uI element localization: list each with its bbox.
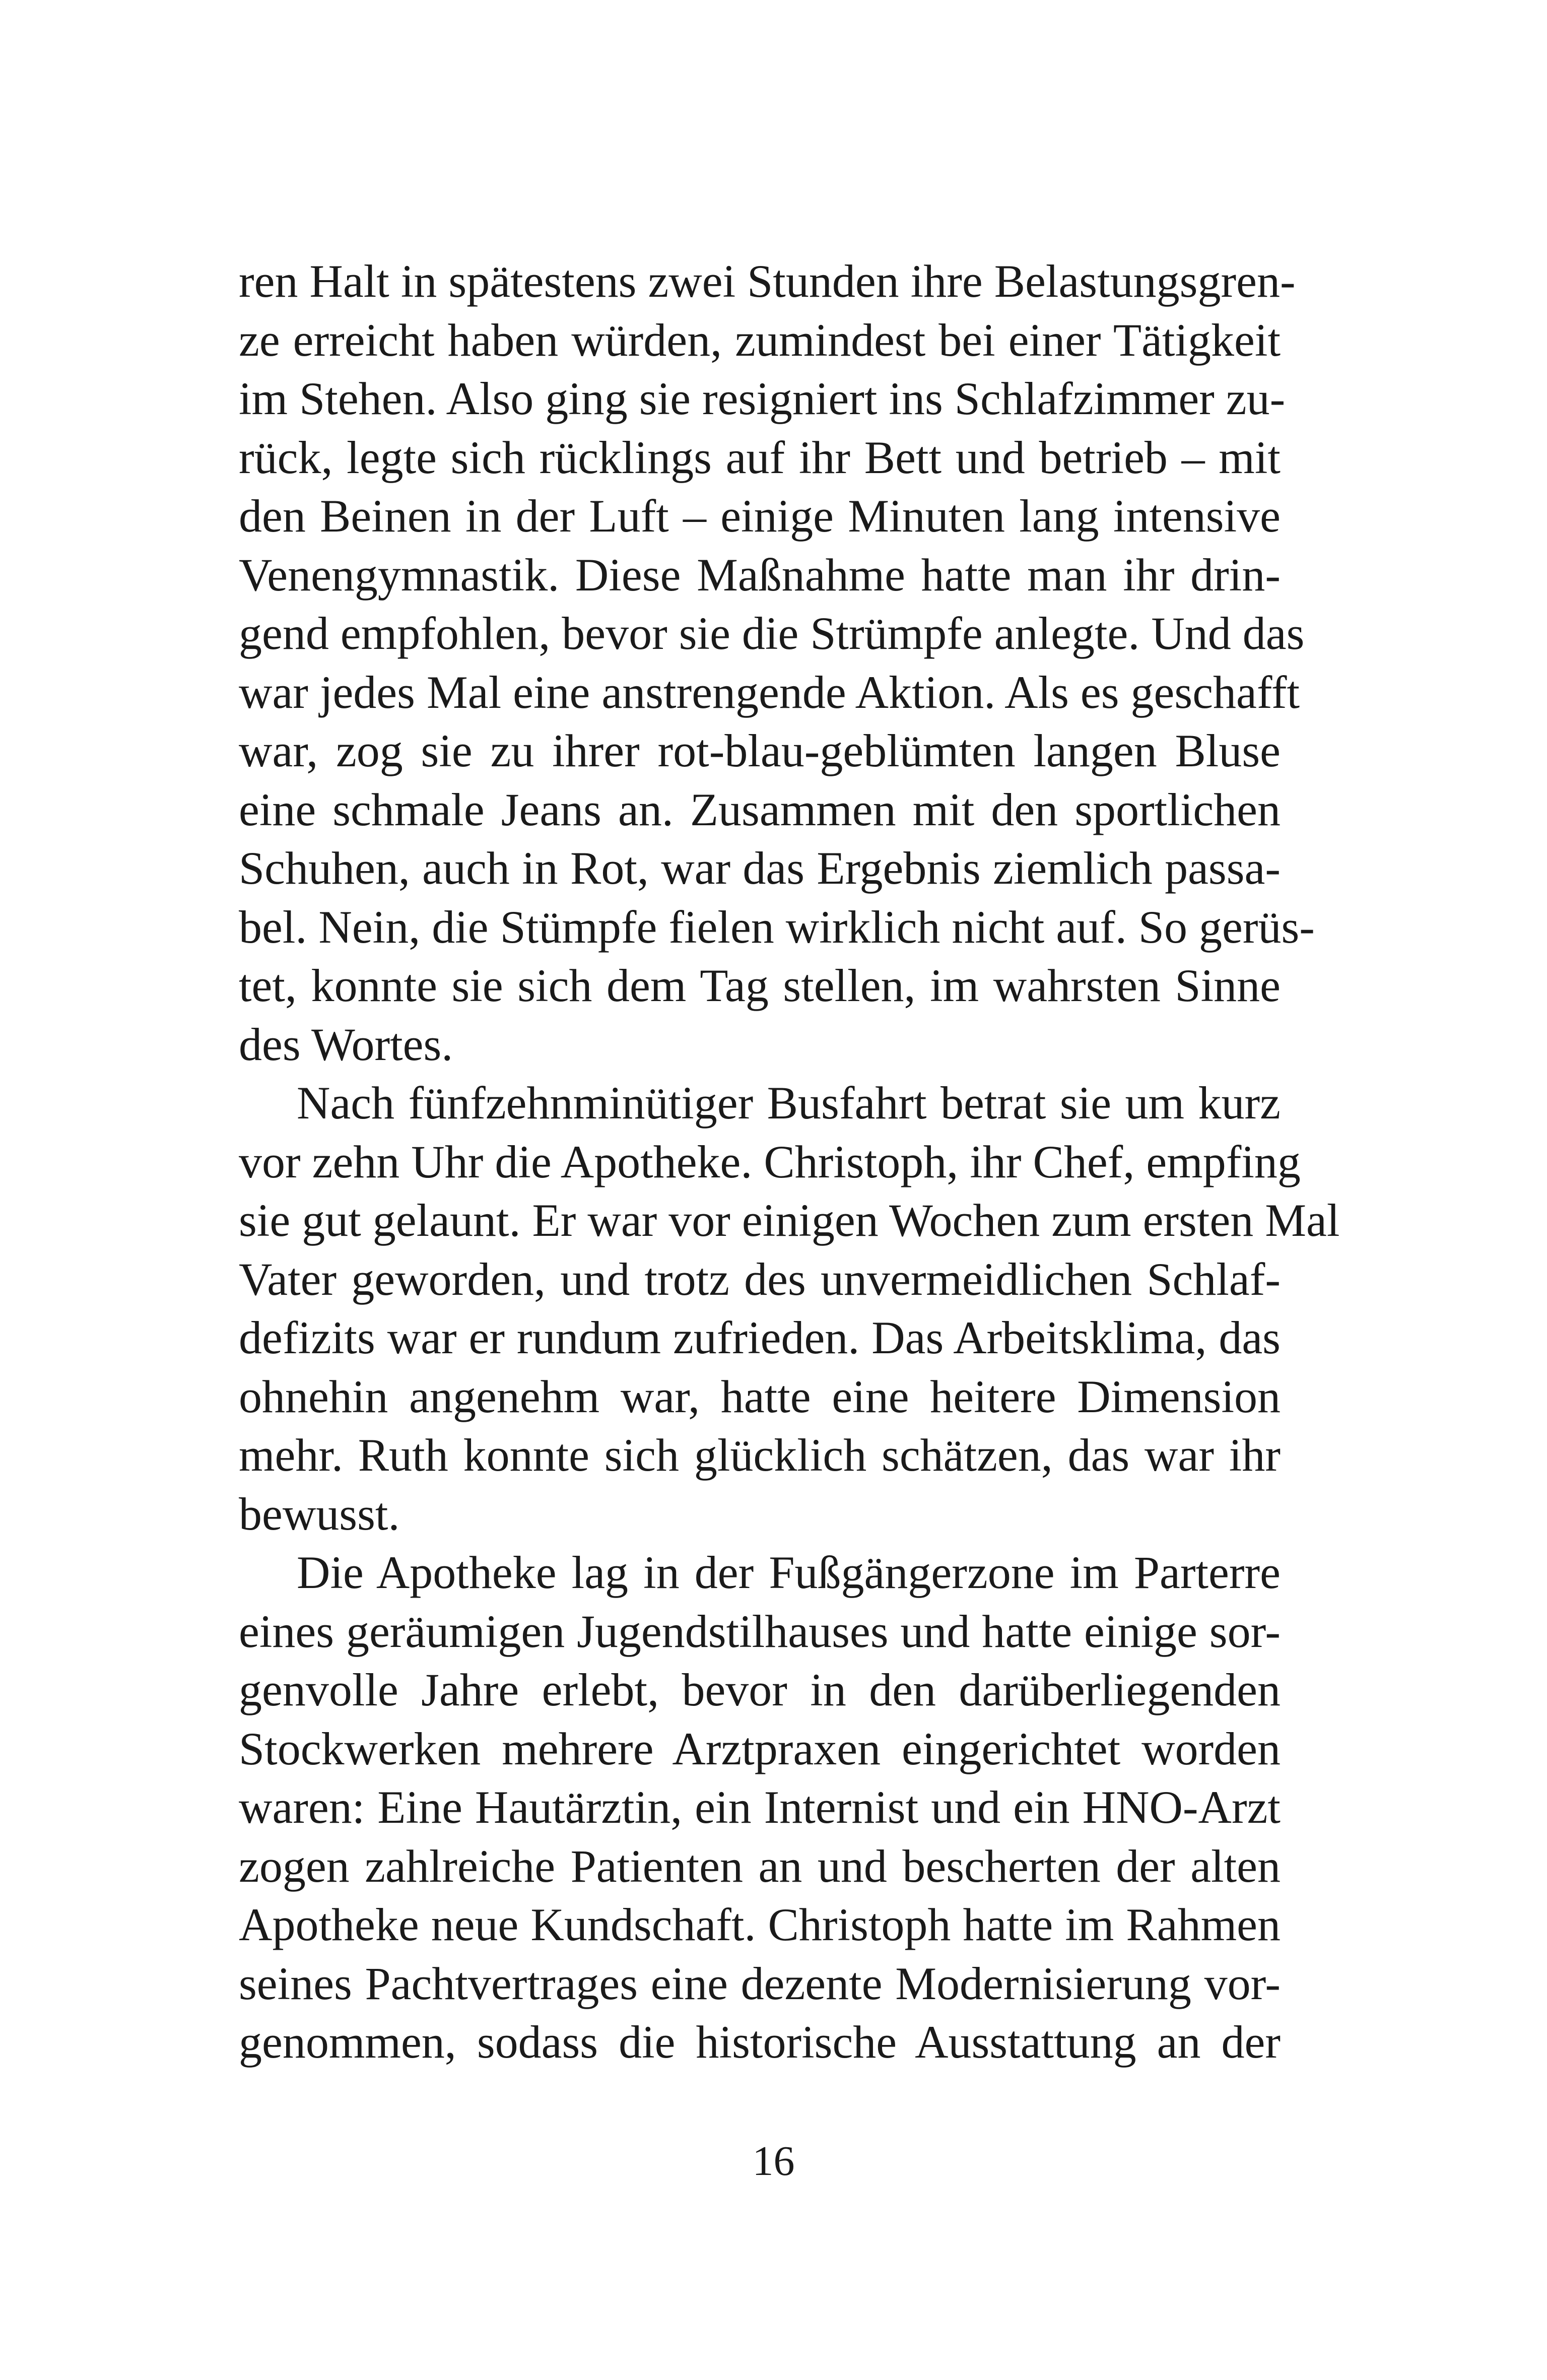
text-line: seines Pachtvertrages eine dezente Modernisierung vor-	[239, 1957, 1281, 2009]
text-line: eines geräumigen Jugendstilhauses und hatte einige sor-	[239, 1605, 1281, 1657]
text-line: Apotheke neue Kundschaft. Christoph hatte im Rahmen	[239, 1899, 1281, 1950]
text-line: den Beinen in der Luft – einige Minuten lang intensive	[239, 490, 1281, 542]
text-line: genommen, sodass die historische Ausstattung an der	[239, 2016, 1281, 2068]
page-number: 16	[752, 2138, 795, 2185]
text-line: Nach fünfzehnminütiger Busfahrt betrat sie um kurz	[297, 1077, 1281, 1129]
body-text	[239, 252, 1340, 2072]
text-line: war jedes Mal eine anstrengende Aktion. Als es geschafft	[239, 666, 1300, 718]
text-line: vor zehn Uhr die Apotheke. Christoph, ihr Chef, empfing	[239, 1136, 1301, 1187]
text-line: defizits war er rundum zufrieden. Das Arbeitsklima, das	[239, 1312, 1281, 1363]
text-line: zogen zahlreiche Patienten an und bescherten der alten	[239, 1840, 1281, 1892]
text-line: Venengymnastik. Diese Maßnahme hatte man ihr drin-	[239, 549, 1281, 601]
text-line: eine schmale Jeans an. Zusammen mit den sportlichen	[239, 783, 1281, 835]
text-line: des Wortes.	[239, 1018, 453, 1070]
text-line: ze erreicht haben würden, zumindest bei einer Tätigkeit	[239, 314, 1281, 366]
text-line: rück, legte sich rücklings auf ihr Bett und betrieb – mit	[239, 431, 1281, 483]
text-line: waren: Eine Hautärztin, ein Internist und ein HNO-Arzt	[239, 1781, 1281, 1833]
text-line: mehr. Ruth konnte sich glücklich schätzen, das war ihr	[239, 1429, 1281, 1481]
text-line: ren Halt in spätestens zwei Stunden ihre Belastungsgren-	[239, 255, 1296, 307]
text-line: ohnehin angenehm war, hatte eine heitere Dimension	[239, 1370, 1281, 1422]
text-line: tet, konnte sie sich dem Tag stellen, im wahrsten Sinne	[239, 960, 1281, 1011]
text-line: bel. Nein, die Stümpfe fielen wirklich nicht auf. So gerüs-	[239, 901, 1315, 953]
text-line: Vater geworden, und trotz des unvermeidlichen Schlaf-	[239, 1253, 1281, 1305]
text-line: Schuhen, auch in Rot, war das Ergebnis ziemlich passa-	[239, 842, 1281, 894]
text-line: genvolle Jahre erlebt, bevor in den darüberliegenden	[239, 1664, 1281, 1715]
text-line: Stockwerken mehrere Arztpraxen eingerichtet worden	[239, 1723, 1281, 1774]
text-line: im Stehen. Also ging sie resigniert ins Schlafzimmer zu-	[239, 373, 1286, 424]
text-line: bewusst.	[239, 1488, 400, 1540]
text-line: war, zog sie zu ihrer rot-blau-geblümten langen Bluse	[239, 725, 1281, 776]
text-line: Die Apotheke lag in der Fußgängerzone im Parterre	[297, 1547, 1281, 1598]
text-line: sie gut gelaunt. Er war vor einigen Wochen zum ersten Mal	[239, 1195, 1340, 1246]
text-line: gend empfohlen, bevor sie die Strümpfe anlegte. Und das	[239, 608, 1305, 659]
